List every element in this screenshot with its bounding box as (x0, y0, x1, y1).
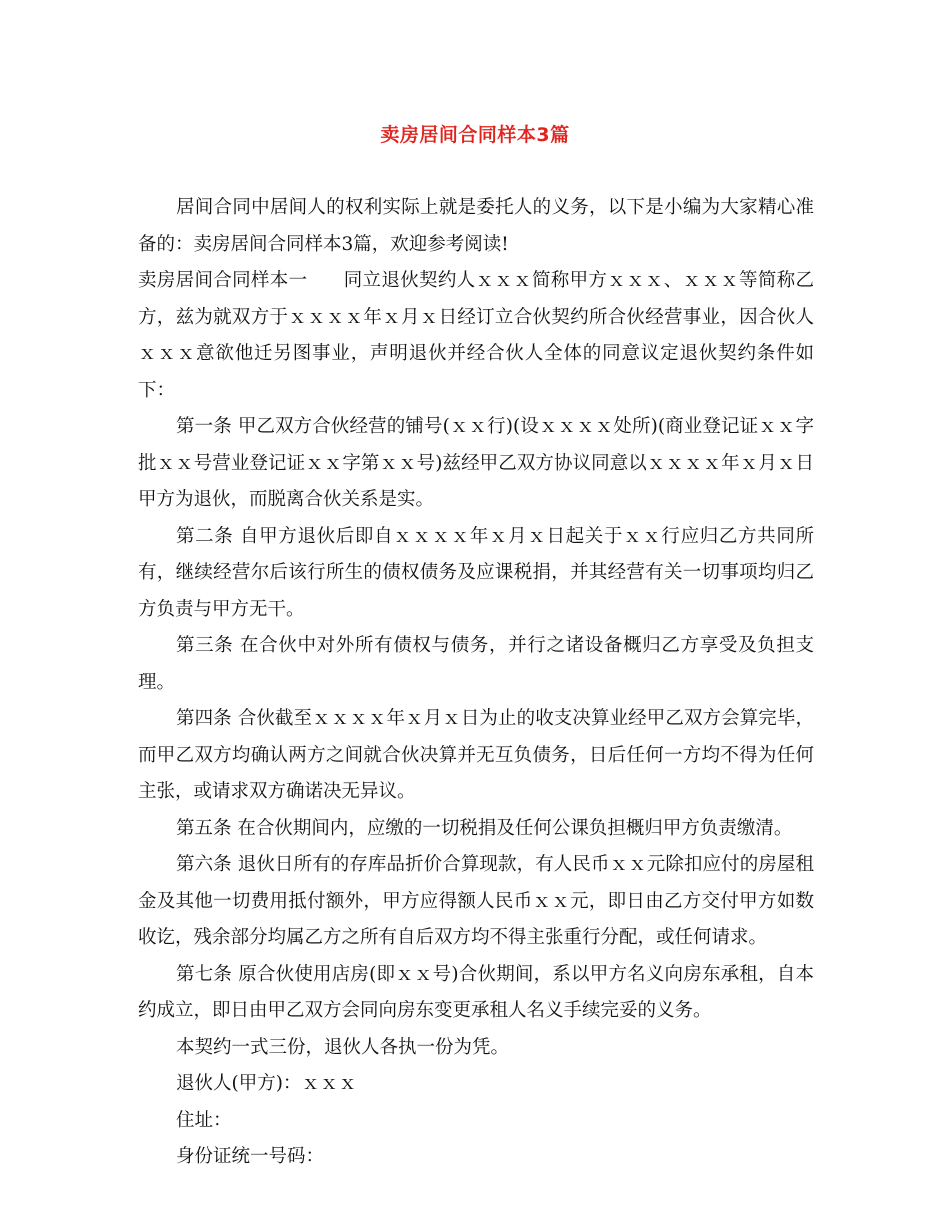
address-label: 住址： (176, 1109, 232, 1131)
signature-party: 退伙人(甲方)：ｘｘｘ (176, 1073, 357, 1094)
intro-paragraph: 居间合同中居间人的权利实际上就是委托人的义务，以下是小编为大家精心准备的：卖房居间合同样本3篇，欢迎参考阅读! (138, 197, 814, 255)
article-3: 第三条 在合伙中对外所有债权与债务，并行之诸设备概归乙方享受及负担支理。 (138, 635, 814, 693)
closing-paragraph: 本契约一式三份，退伙人各执一份为凭。 (176, 1036, 510, 1058)
article-6: 第六条 退伙日所有的存库品折价合算现款，有人民币ｘｘ元除扣应付的房屋租金及其他一切费用抵付额外，甲方应得额人民币ｘｘ元，即日由乙方交付甲方如数收讫，残余部分均属乙方之所有自后双方均不得主张重行分配，或任何请求。 (138, 854, 814, 948)
sample-opening-text: 同立退伙契约人ｘｘｘ简称甲方ｘｘｘ、ｘｘｘ等简称乙方，兹为就双方于ｘｘｘｘ年ｘ月ｘ日经订立合伙契约所合伙经营事业，因合伙人ｘｘｘ意欲他迁另图事业，声明退伙并经合伙人全体的同意议定退伙契约条件如下： (138, 270, 814, 401)
article-5: 第五条 在合伙期间内，应缴的一切税捐及任何公课负担概归甲方负责缴清。 (176, 817, 793, 839)
article-4: 第四条 合伙截至ｘｘｘｘ年ｘ月ｘ日为止的收支决算业经甲乙双方会算完毕，而甲乙双方均确认两方之间就合伙决算并无互负债务，日后任何一方均不得为任何主张，或请求双方确诺决无异议。 (138, 708, 814, 802)
article-1: 第一条 甲乙双方合伙经营的铺号(ｘｘ行)(设ｘｘｘｘ处所)(商业登记证ｘｘ字批ｘｘ号营业登记证ｘｘ字第ｘｘ号)兹经甲乙双方协议同意以ｘｘｘｘ年ｘ月ｘ日甲方为退伙，而脱离合伙关系是实。 (138, 416, 814, 510)
sample-opening-paragraph (138, 263, 814, 409)
sample-heading: 卖房居间合同样本一 (138, 270, 308, 291)
article-7: 第七条 原合伙使用店房(即ｘｘ号)合伙期间，系以甲方名义向房东承租，自本约成立，即日由甲乙双方会同向房东变更承租人名义手续完妥的义务。 (138, 963, 814, 1021)
document-body (138, 190, 814, 1176)
article-2: 第二条 自甲方退伙后即自ｘｘｘｘ年ｘ月ｘ日起关于ｘｘ行应归乙方共同所有，继续经营尔后该行所生的债权债务及应课税捐，并其经营有关一切事项均归乙方负责与甲方无干。 (138, 525, 814, 620)
id-number-label: 身份证统一号码： (176, 1146, 325, 1167)
document-title: 卖房居间合同样本3篇 (380, 124, 570, 146)
